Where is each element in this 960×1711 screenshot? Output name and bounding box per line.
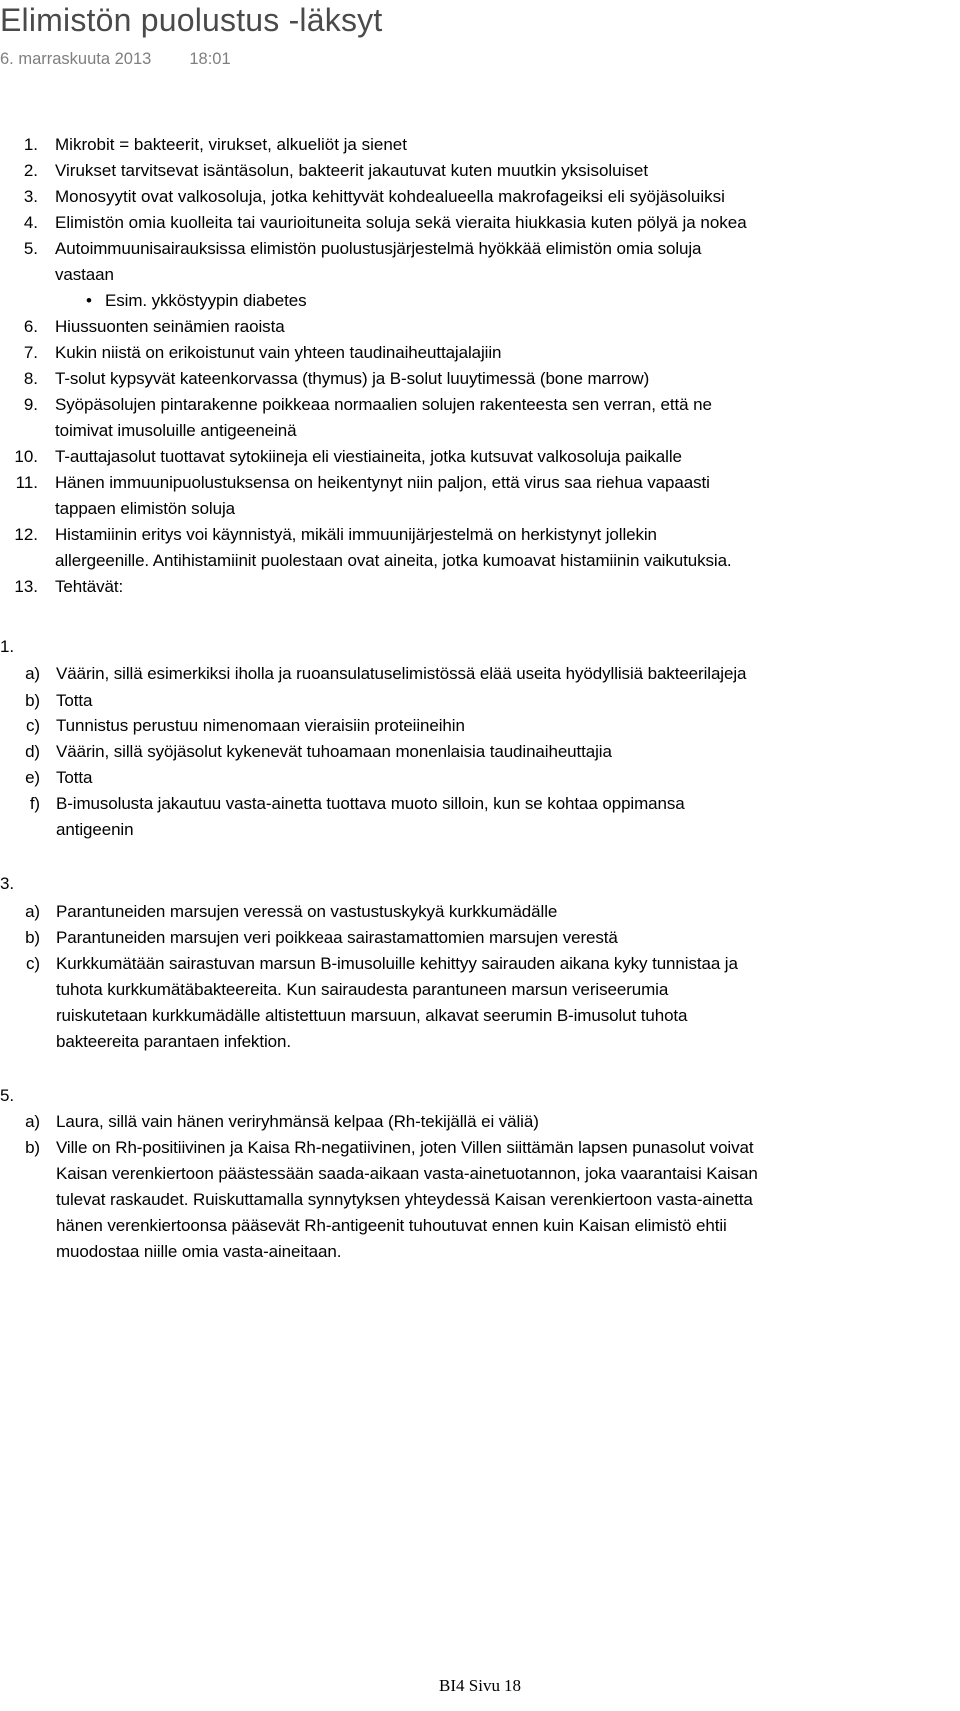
list-item-text: Mikrobit = bakteerit, virukset, alkueliöt ja sienet bbox=[55, 135, 407, 154]
task-item-text: hänen verenkiertoonsa pääsevät Rh-antigeenit tuhoutuvat ennen kuin Kaisan elimistö ehtii bbox=[56, 1216, 727, 1235]
list-item-text: Autoimmuunisairauksissa elimistön puolustusjärjestelmä hyökkää elimistön omia soluja bbox=[55, 239, 702, 258]
list-item-text: tappaen elimistön soluja bbox=[55, 499, 235, 518]
list-item-text: Hänen immuunipuolustuksensa on heikentynyt niin paljon, että virus saa riehua vapaasti bbox=[55, 473, 710, 492]
footer-label: BI4 Sivu bbox=[439, 1676, 500, 1695]
task-item-text: B-imusolusta jakautuu vasta-ainetta tuottava muoto silloin, kun se kohtaa oppimansa bbox=[56, 794, 685, 813]
bullet-icon: • bbox=[86, 291, 92, 310]
task-item-text: ruiskutetaan kurkkumädälle altistettuun marsuun, alkavat seerumin B-imusolut tuhota bbox=[56, 1006, 688, 1025]
list-item-text: toimivat imusoluille antigeeneinä bbox=[55, 421, 297, 440]
task-item-text: antigeenin bbox=[56, 820, 134, 839]
task-heading: 3. bbox=[0, 874, 14, 893]
list-item-text: Virukset tarvitsevat isäntäsolun, bakteerit jakautuvat kuten muutkin yksisoluiset bbox=[55, 161, 649, 180]
task-heading: 5. bbox=[0, 1086, 14, 1105]
task-heading: 1. bbox=[0, 637, 14, 656]
task-item-letter: c) bbox=[26, 954, 40, 973]
task-item-text: bakteereita parantaen infektion. bbox=[56, 1032, 291, 1051]
task-item-letter: d) bbox=[25, 742, 40, 761]
task-item-text: Kaisan verenkiertoon päästessään saada-aikaan vasta-ainetuotannon, joka vaarantaisi Kaisan bbox=[56, 1164, 758, 1183]
list-number: 13. bbox=[14, 577, 38, 596]
task-item-text: Kurkkumätään sairastuvan marsun B-imusoluille kehittyy sairauden aikana kyky tunnistaa ja bbox=[56, 954, 738, 973]
list-number: 8. bbox=[23, 369, 38, 388]
task-item-text: Totta bbox=[56, 768, 93, 787]
list-item-text: Elimistön omia kuolleita tai vaurioituneita soluja sekä vieraita hiukkasia kuten pölyä ja nokea bbox=[55, 213, 747, 232]
task-item-text: tulevat raskaudet. Ruiskuttamalla synnytyksen yhteydessä Kaisan verenkiertoon vasta-ainetta bbox=[56, 1190, 753, 1209]
task-item-letter: a) bbox=[25, 664, 40, 683]
list-number: 7. bbox=[23, 343, 38, 362]
list-item-text: Hiussuonten seinämien raoista bbox=[55, 317, 285, 336]
list-number: 12. bbox=[14, 525, 38, 544]
task-item-text: Tunnistus perustuu nimenomaan vieraisiin proteiineihin bbox=[56, 716, 465, 735]
list-number: 4. bbox=[23, 213, 38, 232]
list-item-text: Tehtävät: bbox=[55, 577, 124, 596]
task-item-text: tuhota kurkkumätäbakteereita. Kun sairaudesta parantuneen marsun veriseerumia bbox=[56, 980, 669, 999]
task-item-text: muodostaa niille omia vasta-aineitaan. bbox=[56, 1242, 342, 1261]
task-item-letter: a) bbox=[25, 1112, 40, 1131]
list-item-text: Syöpäsolujen pintarakenne poikkeaa normaalien solujen rakenteesta sen verran, että ne bbox=[55, 395, 712, 414]
task-item-text: Ville on Rh-positiivinen ja Kaisa Rh-negatiivinen, joten Villen siittämän lapsen punasolut voivat bbox=[56, 1138, 754, 1157]
list-item-text: Monosyytit ovat valkosoluja, jotka kehittyvät kohdealueella makrofageiksi eli syöjäsoluiksi bbox=[55, 187, 725, 206]
page-timestamp bbox=[0, 50, 231, 69]
task-item-text: Laura, sillä vain hänen veriryhmänsä kelpaa (Rh-tekijällä ei väliä) bbox=[56, 1112, 539, 1131]
bullet-text: Esim. ykköstyypin diabetes bbox=[105, 291, 307, 310]
page-date: 6. marraskuuta 2013 bbox=[0, 50, 152, 68]
list-item-text: allergeenille. Antihistamiinit puolestaan ovat aineita, jotka kumoavat histamiinin vaikutuksia. bbox=[55, 551, 732, 570]
page-title: Elimistön puolustus -läksyt bbox=[0, 2, 383, 38]
page-time: 18:01 bbox=[189, 50, 231, 68]
list-number: 6. bbox=[23, 317, 38, 336]
task-item-letter: e) bbox=[25, 768, 40, 787]
list-item-text: Kukin niistä on erikoistunut vain yhteen taudinaiheuttajalajiin bbox=[55, 343, 502, 362]
task-item-letter: c) bbox=[26, 716, 40, 735]
list-item-text: T-auttajasolut tuottavat sytokiineja eli viestiaineita, jotka kutsuvat valkosoluja paikalle bbox=[55, 447, 682, 466]
task-item-letter: b) bbox=[25, 928, 40, 947]
list-item-text: Histamiinin eritys voi käynnistyä, mikäli immuunijärjestelmä on herkistynyt jollekin bbox=[55, 525, 657, 544]
task-item-text: Parantuneiden marsujen veri poikkeaa sairastamattomien marsujen verestä bbox=[56, 928, 618, 947]
list-number: 9. bbox=[23, 395, 38, 414]
list-number: 1. bbox=[23, 135, 38, 154]
task-item-text: Totta bbox=[56, 691, 93, 710]
footer-page-number: 18 bbox=[503, 1676, 521, 1695]
list-number: 5. bbox=[23, 239, 38, 258]
list-item-text: T-solut kypsyvät kateenkorvassa (thymus) ja B-solut luuytimessä (bone marrow) bbox=[55, 369, 650, 388]
task-item-letter: b) bbox=[25, 691, 40, 710]
list-number: 10. bbox=[14, 447, 38, 466]
task-item-letter: a) bbox=[25, 902, 40, 921]
task-item-text: Väärin, sillä esimerkiksi iholla ja ruoansulatuselimistössä elää useita hyödyllisiä bakteerilajeja bbox=[56, 664, 747, 683]
list-number: 2. bbox=[23, 161, 38, 180]
task-item-letter: b) bbox=[25, 1138, 40, 1157]
list-number: 3. bbox=[23, 187, 38, 206]
page-footer bbox=[0, 1676, 960, 1696]
list-number: 11. bbox=[15, 473, 38, 492]
task-item-letter: f) bbox=[29, 794, 40, 813]
list-item-text: vastaan bbox=[55, 265, 114, 284]
task-item-text: Parantuneiden marsujen veressä on vastustuskykyä kurkkumädälle bbox=[56, 902, 558, 921]
task-item-text: Väärin, sillä syöjäsolut kykenevät tuhoamaan monenlaisia taudinaiheuttajia bbox=[56, 742, 612, 761]
